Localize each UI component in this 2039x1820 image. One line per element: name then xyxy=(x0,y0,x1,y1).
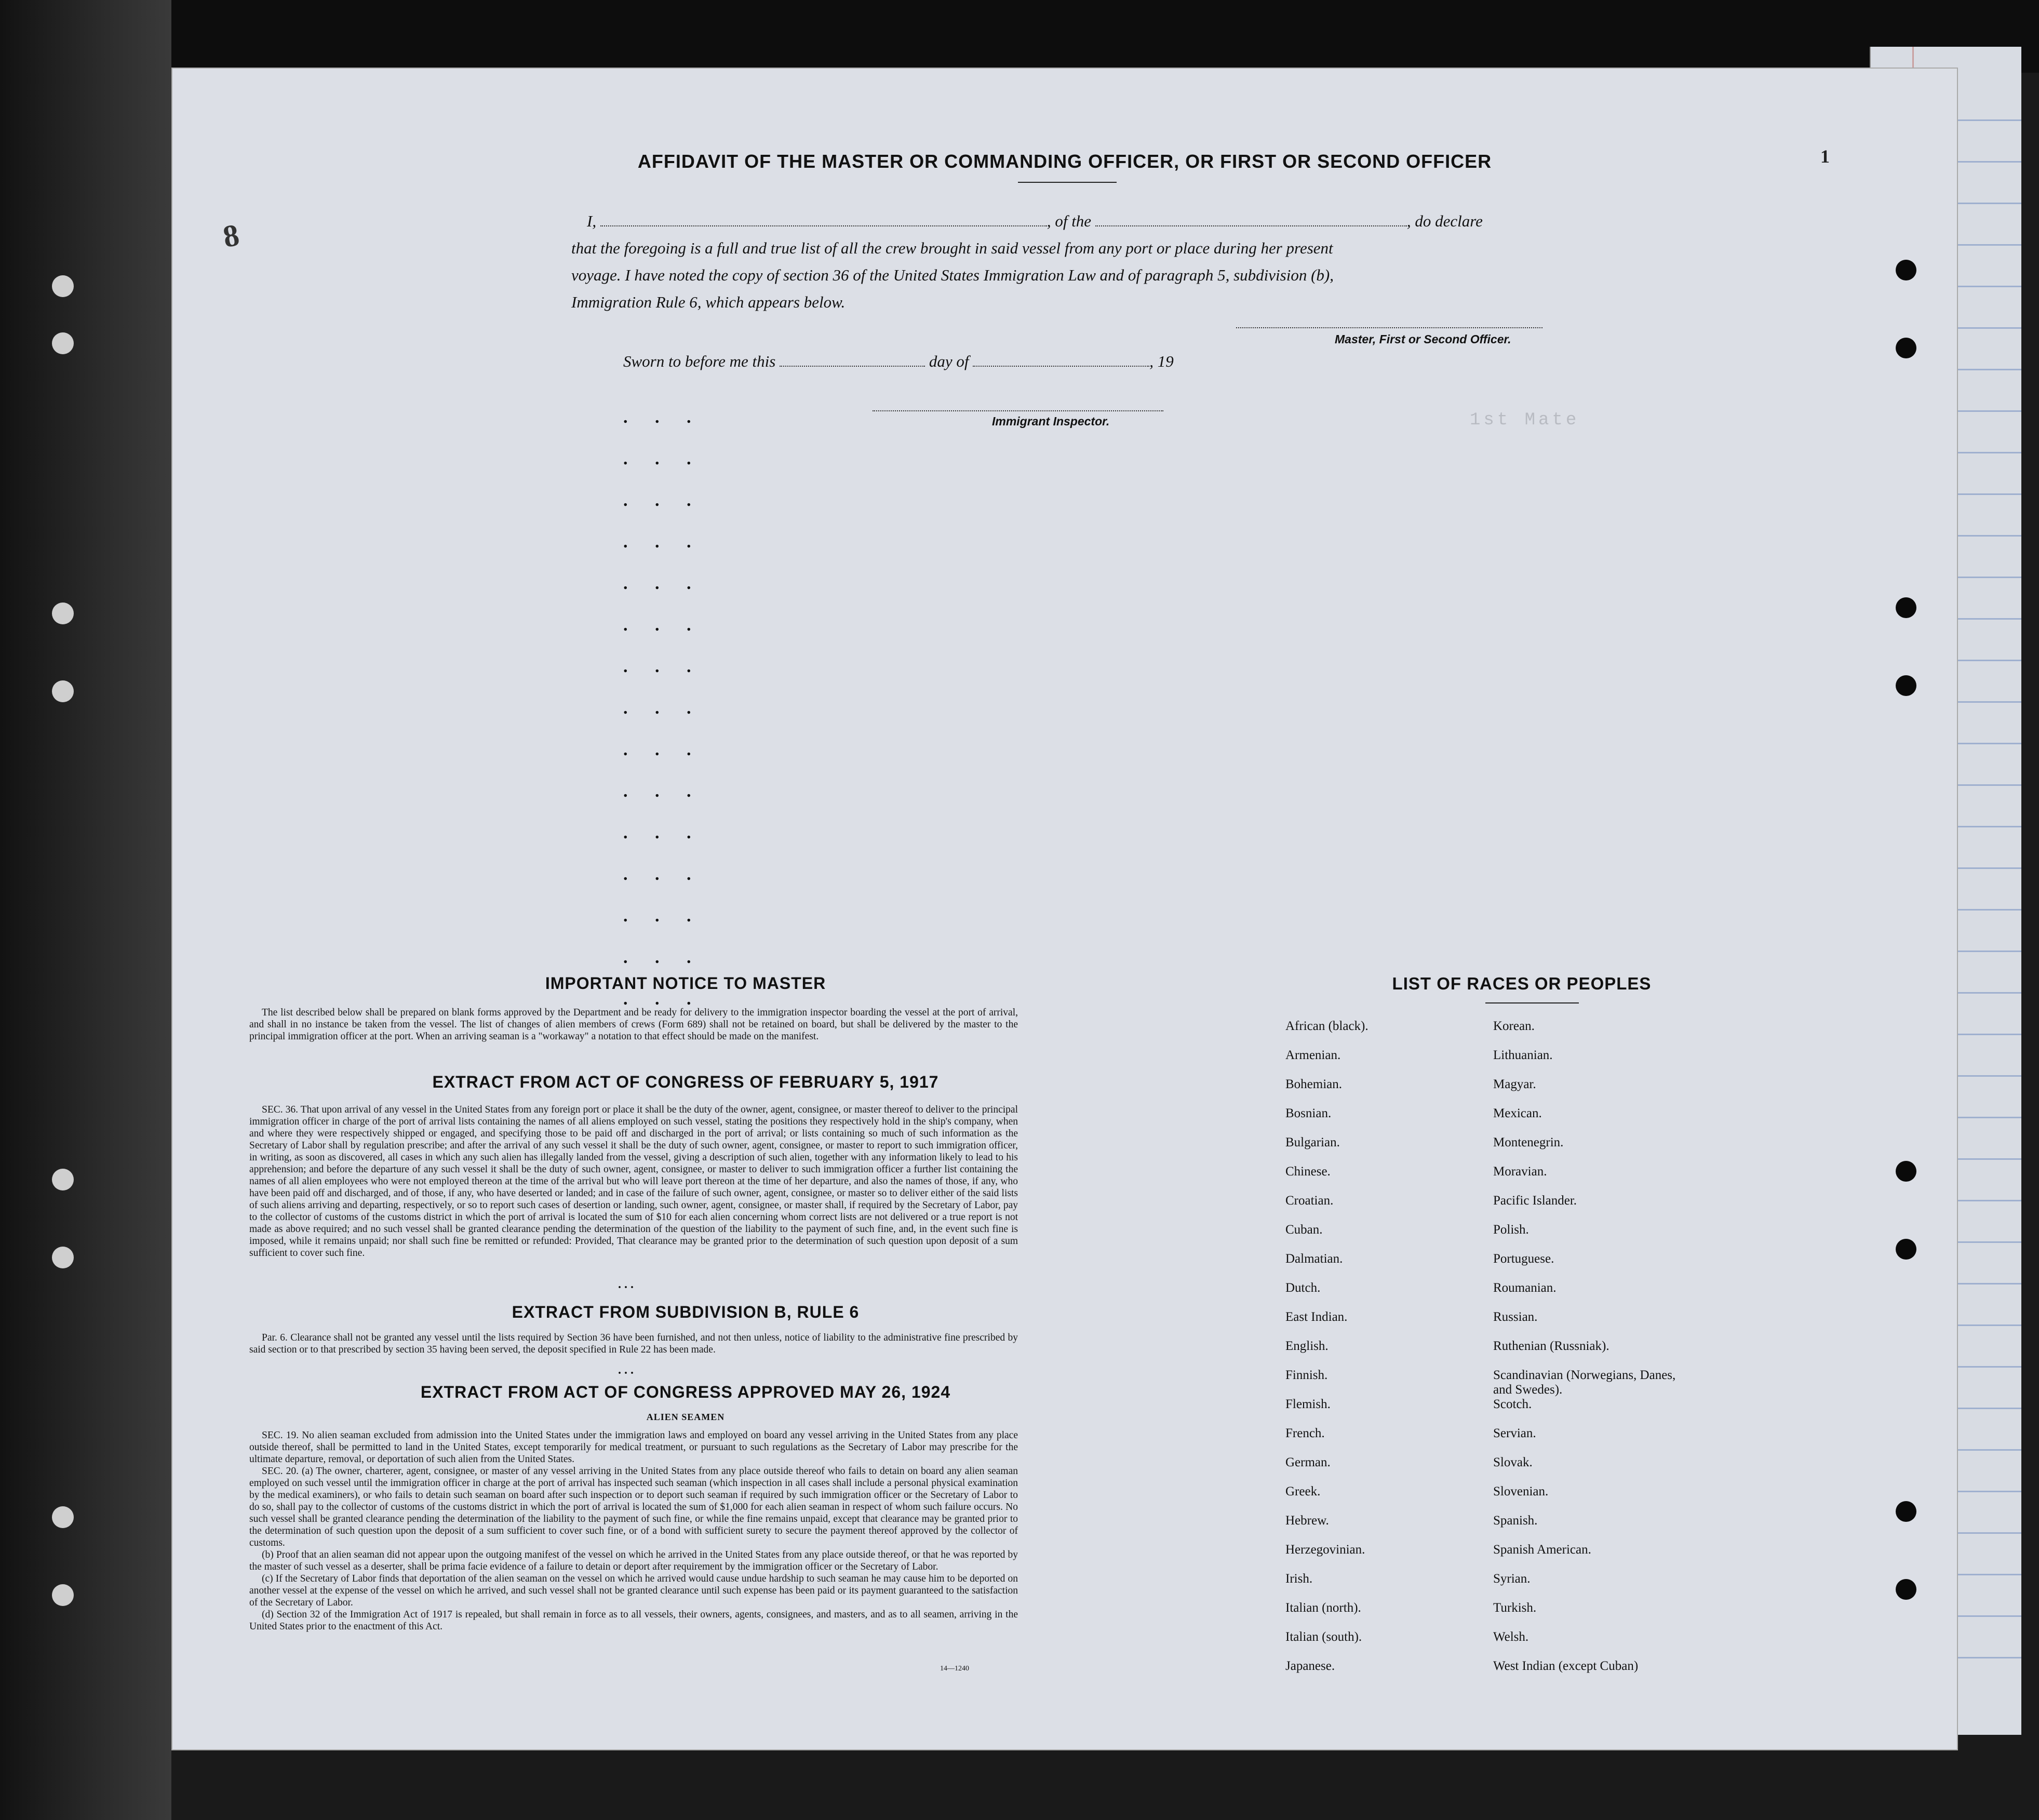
affidavit-line-4: Immigration Rule 6, which appears below. xyxy=(571,293,846,311)
affidavit-line-3: voyage. I have noted the copy of section 36 of the United States Immigration Law and of paragraph 5, subdivision (b), xyxy=(571,266,1334,284)
race-item: Finnish. xyxy=(1285,1368,1328,1382)
binder-hole xyxy=(52,1506,74,1528)
race-item: Hebrew. xyxy=(1285,1514,1329,1528)
extract-1924-text: SEC. 19. No alien seaman excluded from admission into the United States under the immigration laws and employed on board any vessel arriving in the United States from any place outside thereof, shall be permitted to land in the United States, except temporarily for medical treatment, or pursuant to such regulations as the Secretary of Labor may prescribe for the ultimate departure, removal, or deportation of such alien from the United States. SEC. 20. (a) The owner, charterer, agent, consignee, or master of any vessel arriving in the United States from any place outside thereof who fails to detain on board any alien seaman employed on such vessel until the immigration officer in charge at the port of arrival has inspected such seaman (which inspection in all cases shall include a personal physical examination by the medical examiners), or who fails to detain such seaman on board after such inspection or to deport such seaman if required by such immigration officer or the Secretary of Labor to do so, shall pay to the collector of customs of the customs district in which the port of arrival is located the sum of $1,000 for each alien seaman in respect of whom such failure occurs. No such vessel shall be granted clearance pending the determination of the liability to the payment of such fine, or while the fine remains unpaid, except that clearance may be granted prior to the determination of such question upon the deposit of a sum sufficient to cover such fine, or of a bond with sufficient surety to secure the payment thereof approved by the collector of customs. (b) Proof that an alien seaman did not appear upon the outgoing manifest of the vessel on which he arrived in the United States from any place outside thereof, or that he was reported by the master of such vessel as a deserter, shall be prima facie evidence of a failure to detain or deport after requirement by the immigration officer or the Secretary of Labor. (c) If the Secretary of Labor finds that deportation of the alien seaman on the vessel on which he arrived would cause undue hardship to such seaman he may cause him to be deported on another vessel at the expense of the vessel on which he arrived, and such vessel shall not be granted clearance until such expense has been paid or its payment guaranteed to the satisfaction of the Secretary of Labor. (d) Section 32 of the Immigration Act of 1917 is repealed, but shall remain in force as to all vessels, their owners, agents, consignees, and masters, and as to all seamen, arriving in the United States prior to the enactment of this Act. xyxy=(249,1430,1018,1632)
punch-hole xyxy=(1896,597,1916,618)
race-item: Slovenian. xyxy=(1493,1484,1549,1498)
race-item: Armenian. xyxy=(1285,1048,1341,1062)
race-item: Mexican. xyxy=(1493,1106,1542,1120)
race-item: Dalmatian. xyxy=(1285,1252,1343,1266)
race-item: Flemish. xyxy=(1285,1397,1331,1411)
page-number: 1 xyxy=(1820,146,1830,167)
race-item: Spanish. xyxy=(1493,1514,1538,1528)
races-title: LIST OF RACES OR PEOPLES xyxy=(1392,974,1652,993)
race-item: East Indian. xyxy=(1285,1310,1348,1324)
punch-hole xyxy=(1896,338,1916,358)
affidavit-title: AFFIDAVIT OF THE MASTER OR COMMANDING OFFICER, OR FIRST OR SECOND OFFICER xyxy=(637,151,1492,172)
punch-hole xyxy=(1896,1239,1916,1260)
race-item: Croatian. xyxy=(1285,1194,1334,1208)
race-item: Pacific Islander. xyxy=(1493,1194,1577,1208)
race-item: Cuban. xyxy=(1285,1223,1323,1237)
race-item: Korean. xyxy=(1493,1019,1535,1033)
race-item: Portuguese. xyxy=(1493,1252,1554,1266)
vessel-blank[interactable] xyxy=(1095,212,1407,226)
binder-hole xyxy=(52,1584,74,1606)
race-item: French. xyxy=(1285,1426,1325,1440)
race-item: Moravian. xyxy=(1493,1165,1547,1179)
race-item: Bulgarian. xyxy=(1285,1135,1340,1149)
punch-hole xyxy=(1896,1161,1916,1182)
sworn-month-blank[interactable] xyxy=(973,352,1149,367)
race-item: Roumanian. xyxy=(1493,1281,1557,1295)
race-item: Greek. xyxy=(1285,1484,1321,1498)
affidavit-line-1: I, , of the , do declare xyxy=(587,212,1483,230)
race-item: Herzegovinian. xyxy=(1285,1543,1365,1557)
race-item: West Indian (except Cuban) xyxy=(1493,1659,1639,1673)
race-item: English. xyxy=(1285,1339,1329,1353)
extract-1917-text: SEC. 36. That upon arrival of any vessel in the United States from any foreign port or place it shall be the duty of the owner, agent, consignee, or master thereof to deliver to the principal immigration officer in charge of the port of arrival lists containing the names of all aliens employed on such vessel, stating the positions they respectively hold in the ship's company, when and where they were respectively shipped or engaged, and specifying those to be paid off and discharged in the port of arrival; or lists containing so much of such information as the Secretary of Labor shall by regulation prescribe; and after the arrival of any such vessel it shall be the duty of such owner, agent, consignee, or master to report to such immigration officer, in writing, as soon as discovered, all cases in which any such alien has illegally landed from the vessel, giving a description of such alien, together with any information likely to lead to his apprehension; and before the departure of any such vessel it shall be the duty of such owner, agent, consignee, or master to deliver to such immigration officer a further list containing the names of all alien employees who were not employed thereon at the time of the arrival but who will leave port thereon at the time of her departure, and also the names of those, if any, who have been paid off and discharged, and of those, if any, who have deserted or landed; and in case of the failure of such owner, agent, consignee, or master so to deliver either of the said lists of such aliens arriving and departing, respectively, or so to report such cases of desertion or landing, such owner, agent, consignee, or master shall, if required by the Secretary of Labor, pay to the collector of customs of the customs district in which the port of arrival is located the sum of $10 for each alien concerning whom correct lists are not delivered or a true report is not made as above required; and no such vessel shall be granted clearance pending the determination of the question of the liability to the payment of such fine, and, in the event such fine is imposed, while it remains unpaid; nor shall such fine be remitted or refunded: Provided, That clearance may be granted prior to the determination of such question upon deposit of a sum sufficient to cover such fine. xyxy=(249,1104,1018,1259)
inspector-signature-label: Immigrant Inspector. xyxy=(992,414,1110,428)
race-item: Japanese. xyxy=(1285,1659,1335,1673)
race-item: Chinese. xyxy=(1285,1165,1331,1179)
extract-1917-title: EXTRACT FROM ACT OF CONGRESS OF FEBRUARY 5, 1917 xyxy=(432,1073,939,1091)
race-item: Dutch. xyxy=(1285,1281,1321,1295)
sworn-line: Sworn to before me this day of , 19 xyxy=(623,352,1174,370)
race-item: Magyar. xyxy=(1493,1077,1536,1091)
race-item: Bohemian. xyxy=(1285,1077,1343,1091)
race-item: Ruthenian (Russniak). xyxy=(1493,1339,1609,1353)
race-item: Syrian. xyxy=(1493,1572,1531,1586)
extract-rule6-title: EXTRACT FROM SUBDIVISION B, RULE 6 xyxy=(512,1303,860,1321)
scan-background-top xyxy=(0,0,2039,73)
race-item: Scandinavian (Norwegians, Danes, and Swedes). xyxy=(1493,1368,1676,1397)
punch-hole xyxy=(1896,675,1916,696)
race-item: Montenegrin. xyxy=(1493,1135,1564,1149)
notice-title: IMPORTANT NOTICE TO MASTER xyxy=(545,974,826,993)
notice-text: The list described below shall be prepared on blank forms approved by the Department and be ready for delivery to the immigration inspector boarding the vessel at the port of arrival, and shall in no instance be taken from the vessel. The list of changes of alien members of crews (Form 689) shall not be retained on board, but shall be delivered by the master to the principal immigration officer at the port. When an arriving seaman is a "workaway" a notation to that effect should be made on the manifest. xyxy=(249,1007,1018,1042)
race-item: Italian (north). xyxy=(1285,1601,1361,1615)
punch-hole xyxy=(1896,260,1916,280)
races-right-column xyxy=(1493,1019,1691,1688)
race-item: Lithuanian. xyxy=(1493,1048,1553,1062)
manifest-form-page: 1st Mate AFFIDAVIT OF THE MASTER OR COMMANDING OFFICER, OR FIRST OR SECOND OFFICER 1 8 I, , of the , do declare that the foregoing is a full and true list of all the crew brought in said vessel from any port or place during her present voyage. I have noted the copy of section 36 of the United States Immigration Law and of paragraph 5, subdivision (b), Immigration Rule 6, which appears below. Master, First or Second Officer. Sworn to before me this day of , 19 Immigrant Inspector. . . . . . . . . . . . . . . . . . . . . . . . . . . . . . . . . . . . . . . . . . . . . . IMPORTANT NOTICE TO MASTER The list described below shall be prepared on blank forms approved by the Department and be ready for delivery to the immigration inspector boarding the vessel at the port of arrival, and shall in no instance be taken from the vessel. The list of changes of alien members of crews (Form 689) shall not be retained on board, but shall be delivered by the master to the principal immigration officer at the port. When an arriving seaman is a "workaway" a notation to that effect should be made on the manifest. EXTRACT FROM ACT OF CONGRESS OF FEBRUARY 5, 1917 SEC. 36. That upon arrival of any vessel in the United States from any foreign port or place it shall be the duty of the owner, agent, consignee, or master thereof to deliver to the principal immigration officer in charge of the port of arrival lists containing the names of all aliens employed on such vessel, stating the positions they respectively hold in the ship's company, when and where they were respectively shipped or engaged, and specifying those to be paid off and discharged in the port of arrival; or lists containing so much of such information as the Secretary of Labor shall by regulation prescribe; and after the arrival of any such vessel it shall be the duty of such owner, agent, consignee, or master to report to such immigration officer, in writing, as soon as discovered, all cases in which any such alien has illegally landed from the vessel, giving a description of such alien, together with any information likely to lead to his apprehension; and before the departure of any such vessel it shall be the duty of such owner, agent, consignee, or master to deliver to such immigration officer a further list containing the names of all alien employees who were not employed thereon at the time of the arrival but who will leave port thereon at the time of her departure, and also the names of those, if any, who have been paid off and discharged, and of those, if any, who have deserted or landed; and in case of the failure of such owner, agent, consignee, or master so to deliver either of the said lists of such aliens arriving and departing, respectively, or so to report such cases of desertion or landing, such owner, agent, consignee, or master shall, if required by the Secretary of Labor, pay to the collector of customs of the customs district in which the port of arrival is located the sum of $10 for each alien concerning whom correct lists are not delivered or a true report is not made as above required; and no such vessel shall be granted clearance pending the determination of the question of the liability to the payment of such fine, and, in the event such fine is imposed, while it remains unpaid; nor shall such fine be remitted or refunded: Provided, That clearance may be granted prior to the determination of such question upon deposit of a sum sufficient to cover such fine. . . . EXTRACT FROM SUBDIVISION B, RULE 6 Par. 6. Clearance shall not be granted any vessel until the lists required by Section 36 have been furnished, and not then unless, notice of liability to the administrative fine prescribed by said section or to that prescribed by section 35 having been served, the deposit specified in Rule 22 has been made. . . . EXTRACT FROM ACT OF CONGRESS APPROVED MAY 26, 1924 ALIEN SEAMEN SEC. 19. No alien seaman excluded from admission into the United States under the immigration laws and employed on board any vessel arriving in the United States from any place outside thereof, shall be permitted to land in the United States, except temporarily for medical treatment, or pursuant to such regulations as the Secretary of Labor may prescribe for the ultimate departure, removal, or deportation of such alien from the United States. SEC. 20. (a) The owner, charterer, agent, consignee, or master of any vessel arriving in the United States from any place outside thereof who fails to detain on board any alien seaman employed on such vessel until the immigration officer in charge at the port of arrival has inspected such seaman (which inspection in all cases shall include a personal physical examination by the medical examiners), or who fails to detain such seaman on board after such inspection or to deport such seaman if required by such immigration officer or the Secretary of Labor to do so, shall pay to the collector of customs of the customs district in which the port of arrival is located the sum of $1,000 for each alien seaman in respect of whom such failure occurs. No such vessel shall be granted clearance pending the determination of the liability to the payment of such fine, or while the fine remains unpaid, except that clearance may be granted prior to the determination of such question upon the deposit of a sum sufficient to cover such fine, or of a bond with sufficient surety to secure the payment thereof approved by the collector of customs. (b) Proof that an alien seaman did not appear upon the outgoing manifest of the vessel on which he arrived in the United States from any place outside thereof, or that he was reported by the master of such vessel as a deserter, shall be prima facie evidence of a failure to detain or deport after requirement by the immigration officer or the Secretary of Labor. (c) If the Secretary of Labor finds that deportation of the alien seaman on the vessel on which he arrived would cause undue hardship to such seaman he may cause him to be deported on another vessel at the expense of the vessel on which he arrived, and such vessel shall not be granted clearance until such expense has been paid or its payment guaranteed to the satisfaction of the Secretary of Labor. (d) Section 32 of the Immigration Act of 1917 is repealed, but shall remain in force as to all vessels, their owners, agents, consignees, and masters, and as to all seamen, arriving in the United States prior to the enactment of this Act. 14—1240 LIST OF RACES OR PEOPLES African (black). Armenian. Bohemian. Bosnian. Bulgarian. Chinese. Croatian. Cuban. Dalmatian. Dutch. East Indian. English. Finnish. Flemish. French. German. Greek. Hebrew. Herzegovinian. Irish. Italian (north). Italian (south). Japanese. Korean. Lithuanian. Magyar. Mexican. Montenegrin. Moravian. Pacific Islander. Polish. Portuguese. Roumanian. Russian. Ruthenian (Russniak). Scandinavian (Norwegians, Danes, and Swedes). Scotch. Servian. Slovak. Slovenian. Spanish. Spanish American. Syrian. Turkish. Welsh. West Indian (except Cuban) xyxy=(171,68,1958,1750)
binder-hole xyxy=(52,1247,74,1268)
scan-background-left xyxy=(0,0,171,1820)
punch-hole xyxy=(1896,1579,1916,1600)
handwritten-margin-mark: 8 xyxy=(220,217,242,255)
race-item: Italian (south). xyxy=(1285,1630,1362,1644)
extract-1924-title: EXTRACT FROM ACT OF CONGRESS APPROVED MAY 26, 1924 xyxy=(420,1383,951,1401)
race-item: Irish. xyxy=(1285,1572,1313,1586)
race-item: Spanish American. xyxy=(1493,1543,1591,1557)
race-item: Bosnian. xyxy=(1285,1106,1332,1120)
race-item: Turkish. xyxy=(1493,1601,1537,1615)
race-item: Polish. xyxy=(1493,1223,1529,1237)
race-item: Scotch. xyxy=(1493,1397,1532,1411)
name-blank[interactable] xyxy=(600,212,1047,226)
race-item: Welsh. xyxy=(1493,1630,1529,1644)
extract-rule6-text: Par. 6. Clearance shall not be granted any vessel until the lists required by Section 36 have been furnished, and not then unless, notice of liability to the administrative fine prescribed by said section or to that prescribed by section 35 having been served, the deposit specified in Rule 22 has been made. xyxy=(249,1332,1018,1355)
master-signature-line[interactable] xyxy=(1236,327,1542,328)
affidavit-line-2: that the foregoing is a full and true list of all the crew brought in said vessel from any port or place during her present xyxy=(571,239,1333,257)
race-item: German. xyxy=(1285,1455,1331,1469)
title-underline xyxy=(1018,182,1117,183)
race-item: Servian. xyxy=(1493,1426,1536,1440)
race-item: Slovak. xyxy=(1493,1455,1533,1469)
races-left-column xyxy=(1285,1019,1369,1688)
binder-hole xyxy=(52,275,74,297)
punch-hole xyxy=(1896,1501,1916,1522)
inspector-signature-line[interactable] xyxy=(873,410,1163,411)
race-item: Russian. xyxy=(1493,1310,1538,1324)
binder-hole xyxy=(52,680,74,702)
master-signature-label: Master, First or Second Officer. xyxy=(1335,332,1511,346)
form-number: 14—1240 xyxy=(940,1665,969,1672)
extract-1924-subtitle: ALIEN SEAMEN xyxy=(646,1412,725,1422)
binder-hole xyxy=(52,603,74,624)
binder-hole xyxy=(52,332,74,354)
sworn-day-blank[interactable] xyxy=(780,352,925,367)
race-item: African (black). xyxy=(1285,1019,1369,1033)
binder-hole xyxy=(52,1169,74,1190)
